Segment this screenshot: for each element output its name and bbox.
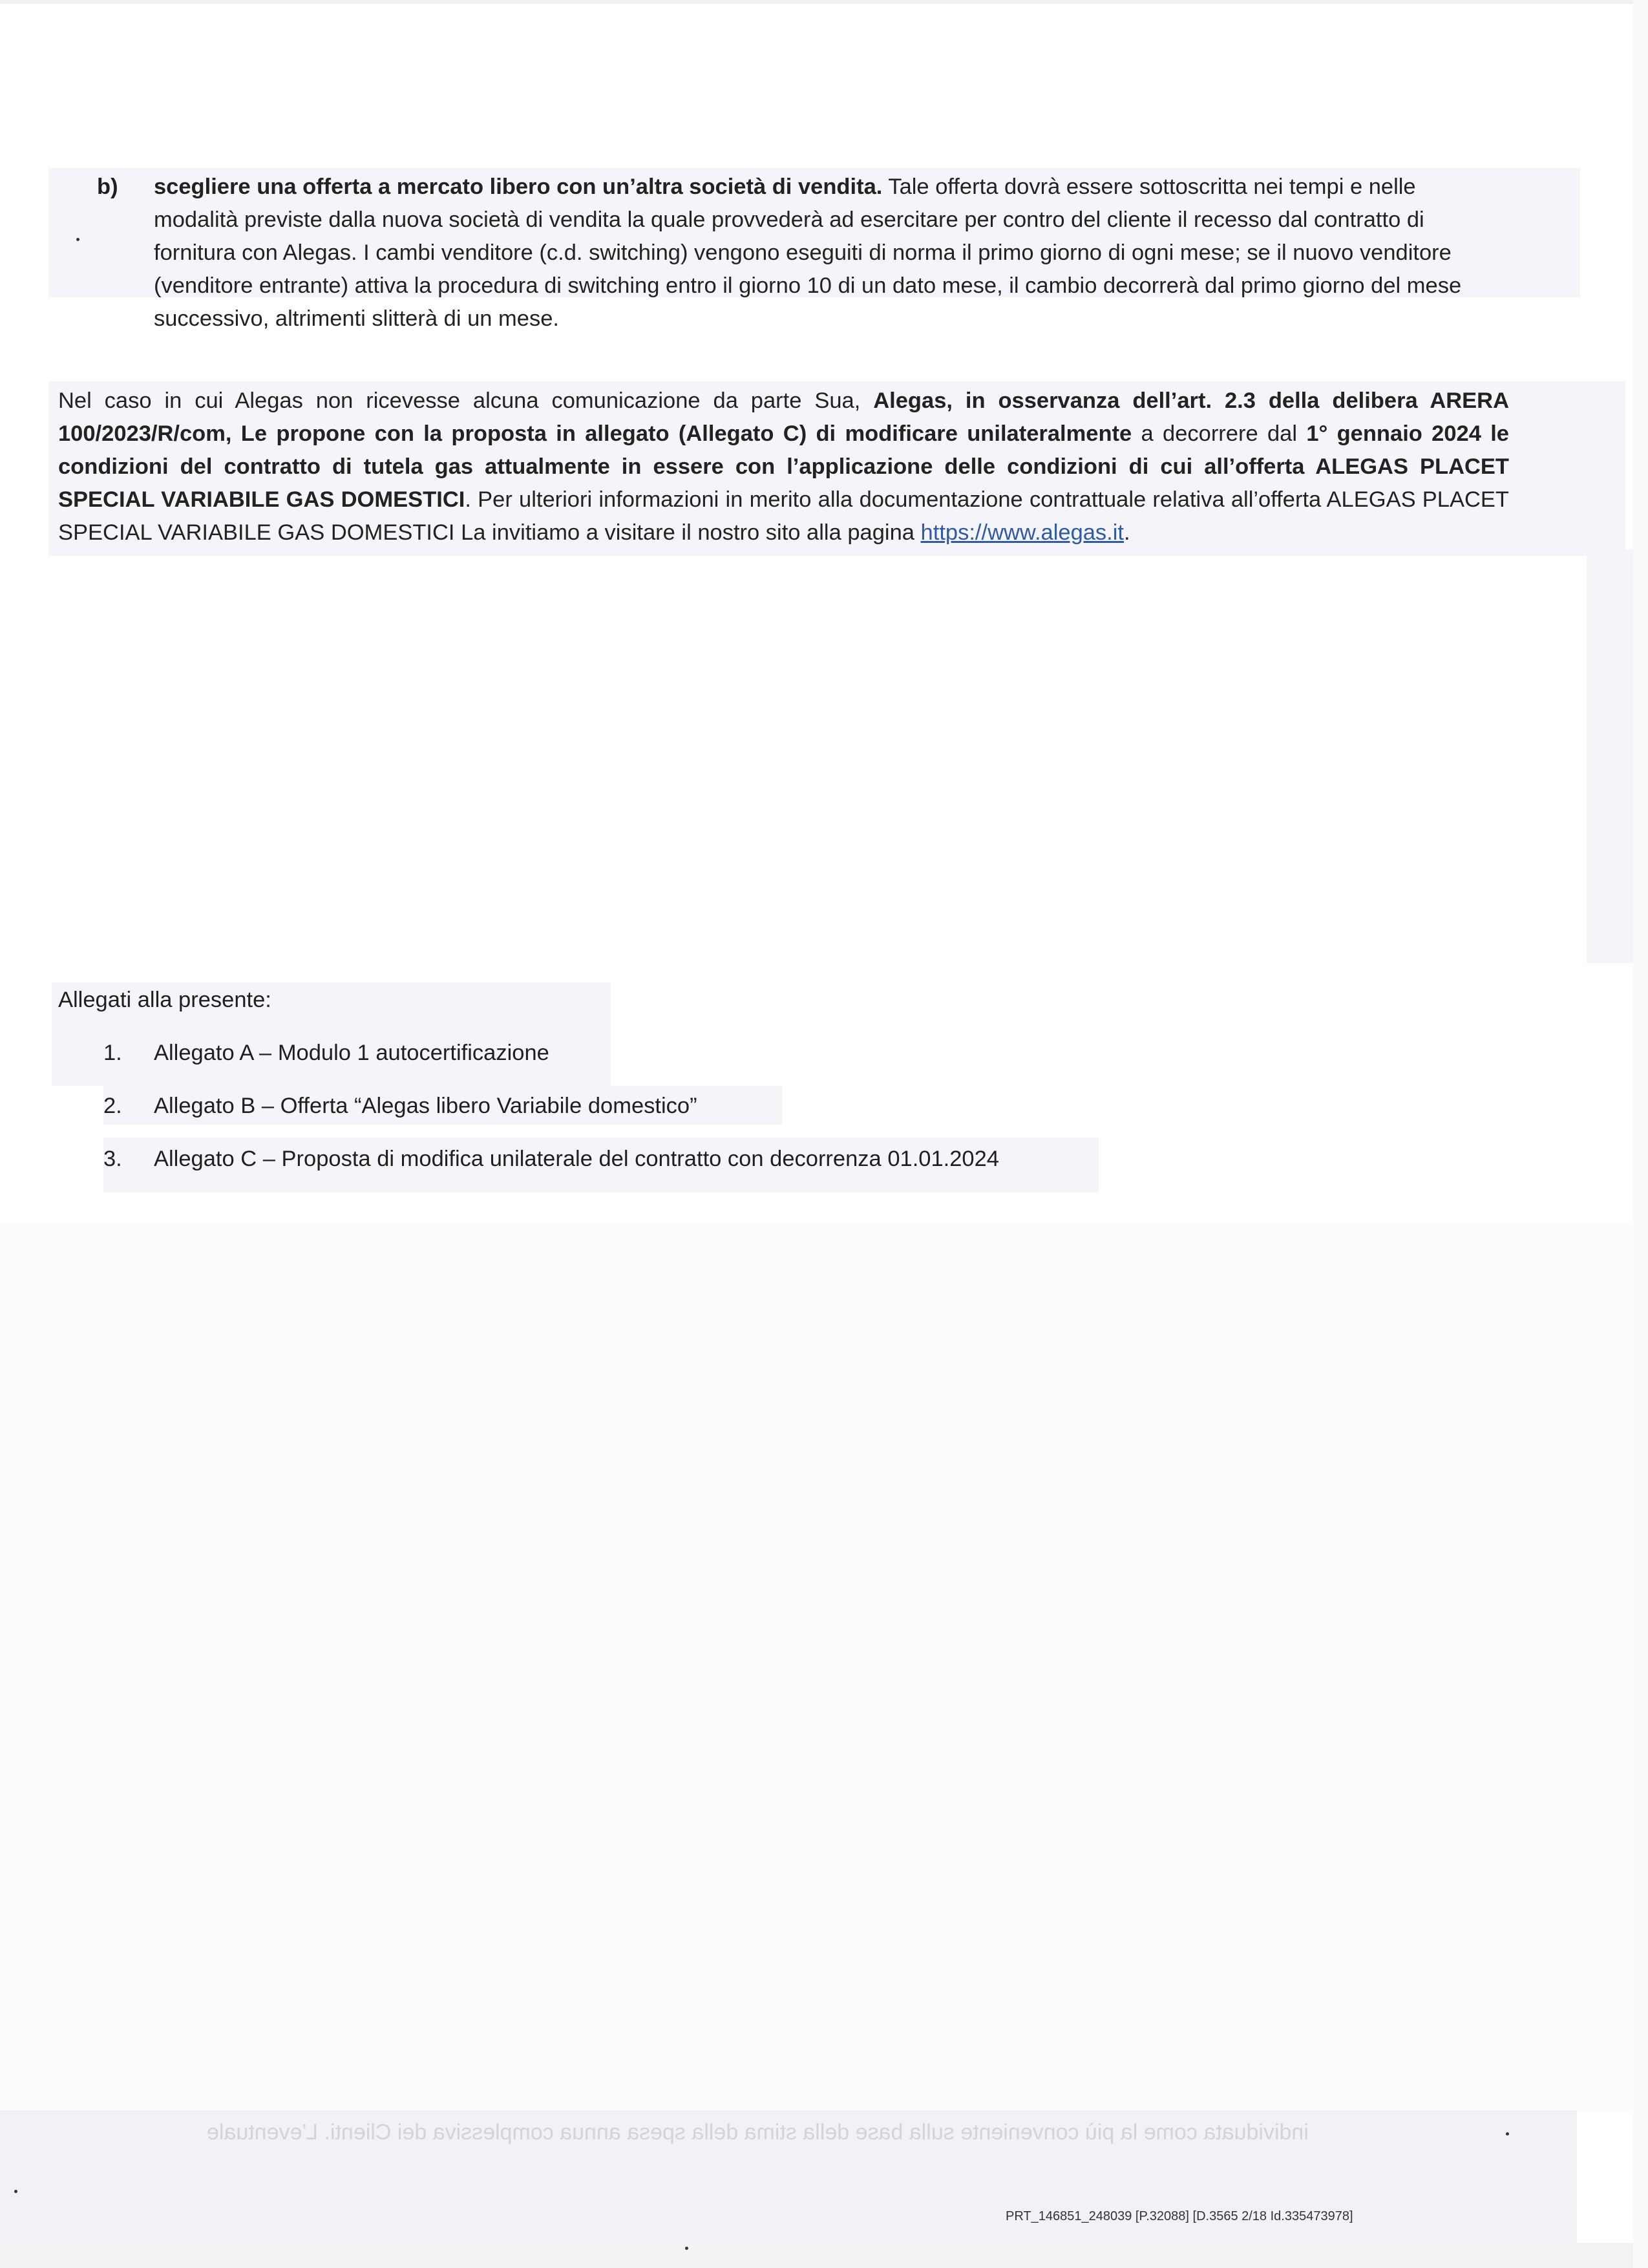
paragraph-part-2: a decorrere dal [1132, 421, 1307, 446]
paragraph-bold-1: Alegas, in osservanza dell’art. 2.3 della delibera ARERA 100/2023/R/com, Le propone con la proposta in allegato (Allegato C) di modificare unilateralmente [58, 388, 1509, 446]
scan-right-edge [1633, 0, 1648, 2268]
item-b-body: Tale offerta dovrà essere sottoscritta nei tempi e nelle modalità previste dalla nuova società di vendita la quale provvederà ad esercitare per contro del cliente il recesso dal contratto di fornitura con Alegas. I cambi venditore (c.d. switching) vengono eseguiti di norma il primo giorno di ogni mese; se il nuovo venditore (venditore entrante) attiva la procedura di switching entro il giorno 10 di un dato mese, il cambio decorrerà dal primo giorno del mese successivo, altrimenti slitterà di un mese. [154, 175, 1462, 331]
scan-speck [685, 2247, 688, 2250]
scan-speck [76, 238, 79, 241]
list-item-text: Allegato C – Proposta di modifica unilaterale del contratto con decorrenza 01.01.2024 [154, 1147, 999, 1171]
list-item-text: Allegato A – Modulo 1 autocertificazione [154, 1041, 549, 1065]
item-b-bold-lead: scegliere una offerta a mercato libero con un’altra società di vendita. [154, 175, 883, 199]
scan-top-edge [0, 0, 1648, 4]
scan-speck [1506, 2132, 1509, 2136]
list-item-b-text [154, 171, 1472, 335]
show-through-text: individuata come la più conveniente sulla base della stima della spesa annua complessiva dei Clienti. L’eventuale [207, 2120, 1309, 2145]
website-link[interactable]: https://www.alegas.it [920, 520, 1125, 545]
list-item-text: Allegato B – Offerta “Alegas libero Variabile domestico” [154, 1094, 697, 1118]
scan-band-lower [0, 1225, 1633, 2110]
list-item-number: 1. [103, 1041, 122, 1065]
paragraph-part-1: Nel caso in cui Alegas non ricevesse alcuna comunicazione da parte Sua, [58, 388, 874, 413]
list-item-number: 2. [103, 1094, 122, 1118]
scan-bottom-edge [0, 2243, 1648, 2268]
paragraph-end: . [1124, 520, 1130, 545]
attachments-heading: Allegati alla presente: [58, 988, 271, 1012]
list-item-number: 3. [103, 1147, 122, 1171]
scan-speck [14, 2190, 17, 2193]
list-item-label-b: b) [97, 175, 118, 199]
body-paragraph [58, 385, 1509, 549]
paragraph-part-3: . Per ulteriori informazioni in merito alla documentazione contrattuale relativa all’offerta ALEGAS PLACET SPECIAL VARIABILE GAS DOMESTICI La invitiamo a visitare il nostro sito alla pagina [58, 487, 1510, 545]
paragraph-bold-2: 1° gennaio 2024 le condizioni del contratto di tutela gas attualmente in essere con l’applicazione delle condizioni di cui all’offerta ALEGAS PLACET SPECIAL VARIABILE GAS DOMESTICI [58, 421, 1509, 512]
scan-band-right [1587, 549, 1633, 963]
footer-document-code: PRT_146851_248039 [P.32088] [D.3565 2/18 Id.335473978] [1006, 2209, 1353, 2223]
